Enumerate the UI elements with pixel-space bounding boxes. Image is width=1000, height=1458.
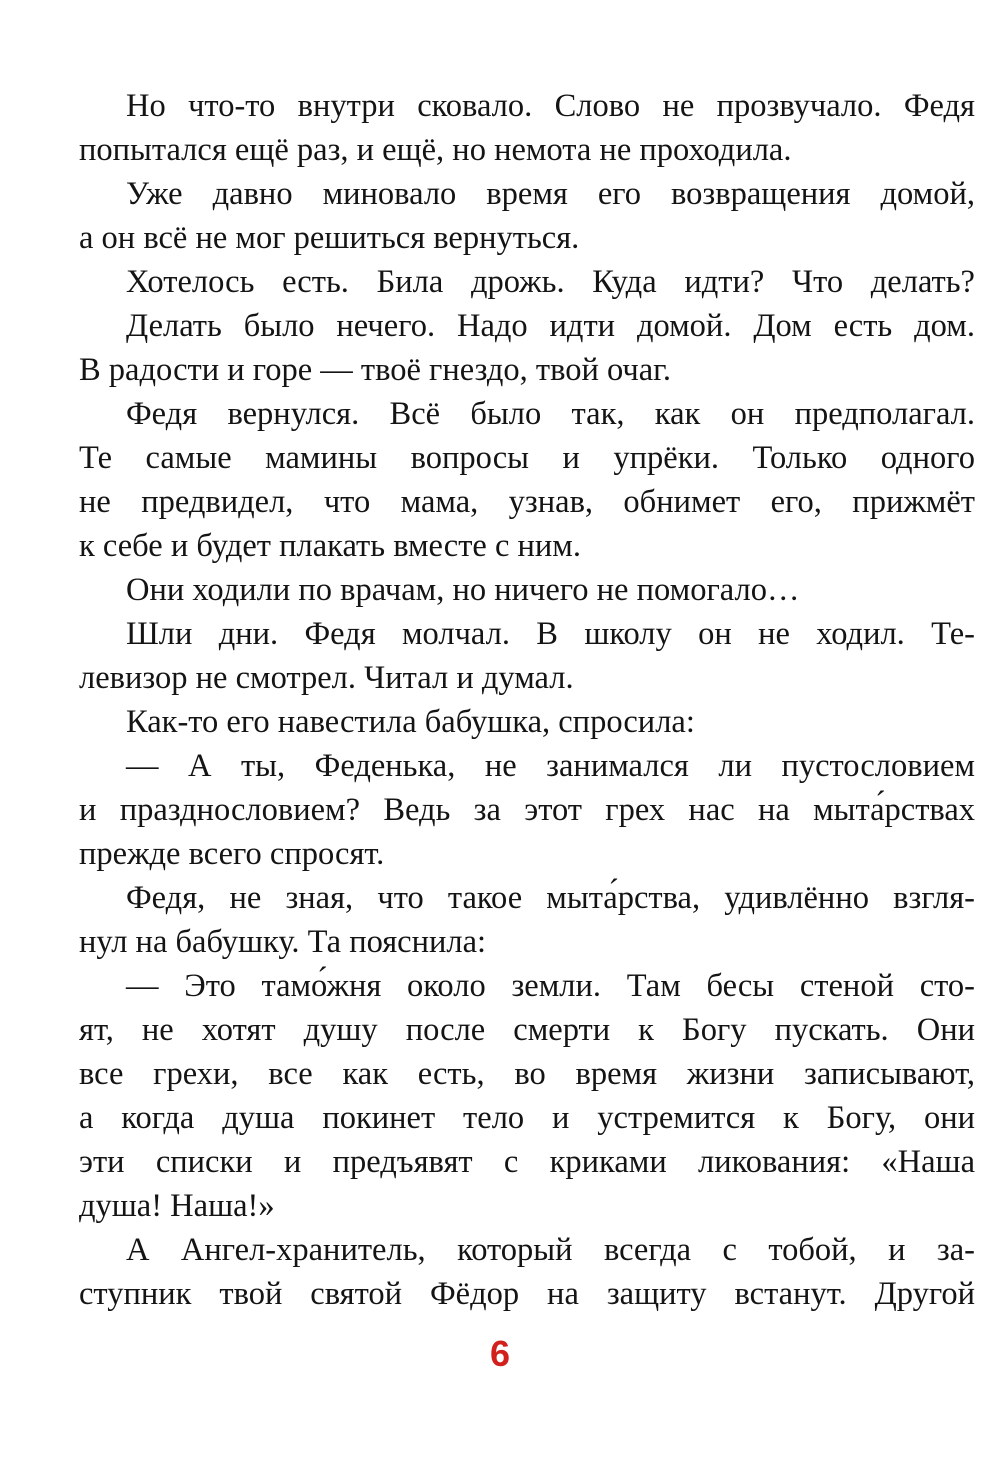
- text-line: к себе и будет плакать вместе с ним.: [79, 528, 581, 564]
- text-line: попытался ещё раз, и ещё, но немота не проходила.: [79, 132, 792, 168]
- text-line: Федя, не зная, что такое мыта́рства, удивлённо взгля-: [126, 880, 975, 916]
- text-line: и празднословием? Ведь за этот грех нас на мыта́рствах: [79, 792, 975, 828]
- text-line: левизор не смотрел. Читал и думал.: [79, 660, 574, 696]
- text-line: Как-то его навестила бабушка, спросила:: [126, 704, 695, 740]
- text-line: все грехи, все как есть, во время жизни записывают,: [79, 1056, 975, 1092]
- text-line: Уже давно миновало время его возвращения домой,: [126, 176, 975, 212]
- text-line: А Ангел-хранитель, который всегда с тобой, и за-: [126, 1232, 975, 1268]
- text-line: В радости и горе — твоё гнездо, твой очаг.: [79, 352, 671, 388]
- page-number: 6: [489, 1333, 511, 1374]
- text-line: не предвидел, что мама, узнав, обнимет его, прижмёт: [79, 484, 975, 520]
- text-line: а когда душа покинет тело и устремится к Богу, они: [79, 1100, 975, 1136]
- text-line: Но что-то внутри сковало. Слово не прозвучало. Федя: [126, 88, 975, 124]
- text-line: Федя вернулся. Всё было так, как он предполагал.: [126, 396, 975, 432]
- text-line: Те самые мамины вопросы и упрёки. Только одного: [79, 440, 975, 476]
- text-line: Делать было нечего. Надо идти домой. Дом есть дом.: [126, 308, 975, 344]
- text-line: прежде всего спросят.: [79, 836, 385, 872]
- text-line: а он всё не мог решиться вернуться.: [79, 220, 580, 256]
- text-line: Они ходили по врачам, но ничего не помогало…: [126, 572, 800, 608]
- text-line: душа! Наша!»: [79, 1188, 275, 1224]
- text-line: нул на бабушку. Та пояснила:: [79, 924, 487, 960]
- text-line: — Это тамо́жня около земли. Там бесы стеной сто-: [126, 968, 975, 1004]
- text-line: — А ты, Феденька, не занимался ли пустословием: [126, 748, 975, 784]
- text-line: эти списки и предъявят с криками ликования: «Наша: [79, 1144, 975, 1180]
- text-line: Хотелось есть. Била дрожь. Куда идти? Что делать?: [126, 264, 975, 300]
- body-text: [79, 84, 975, 1316]
- text-line: ят, не хотят душу после смерти к Богу пускать. Они: [79, 1012, 975, 1048]
- text-line: ступник твой святой Фёдор на защиту встанут. Другой: [79, 1276, 975, 1312]
- text-line: Шли дни. Федя молчал. В школу он не ходил. Те-: [126, 616, 975, 652]
